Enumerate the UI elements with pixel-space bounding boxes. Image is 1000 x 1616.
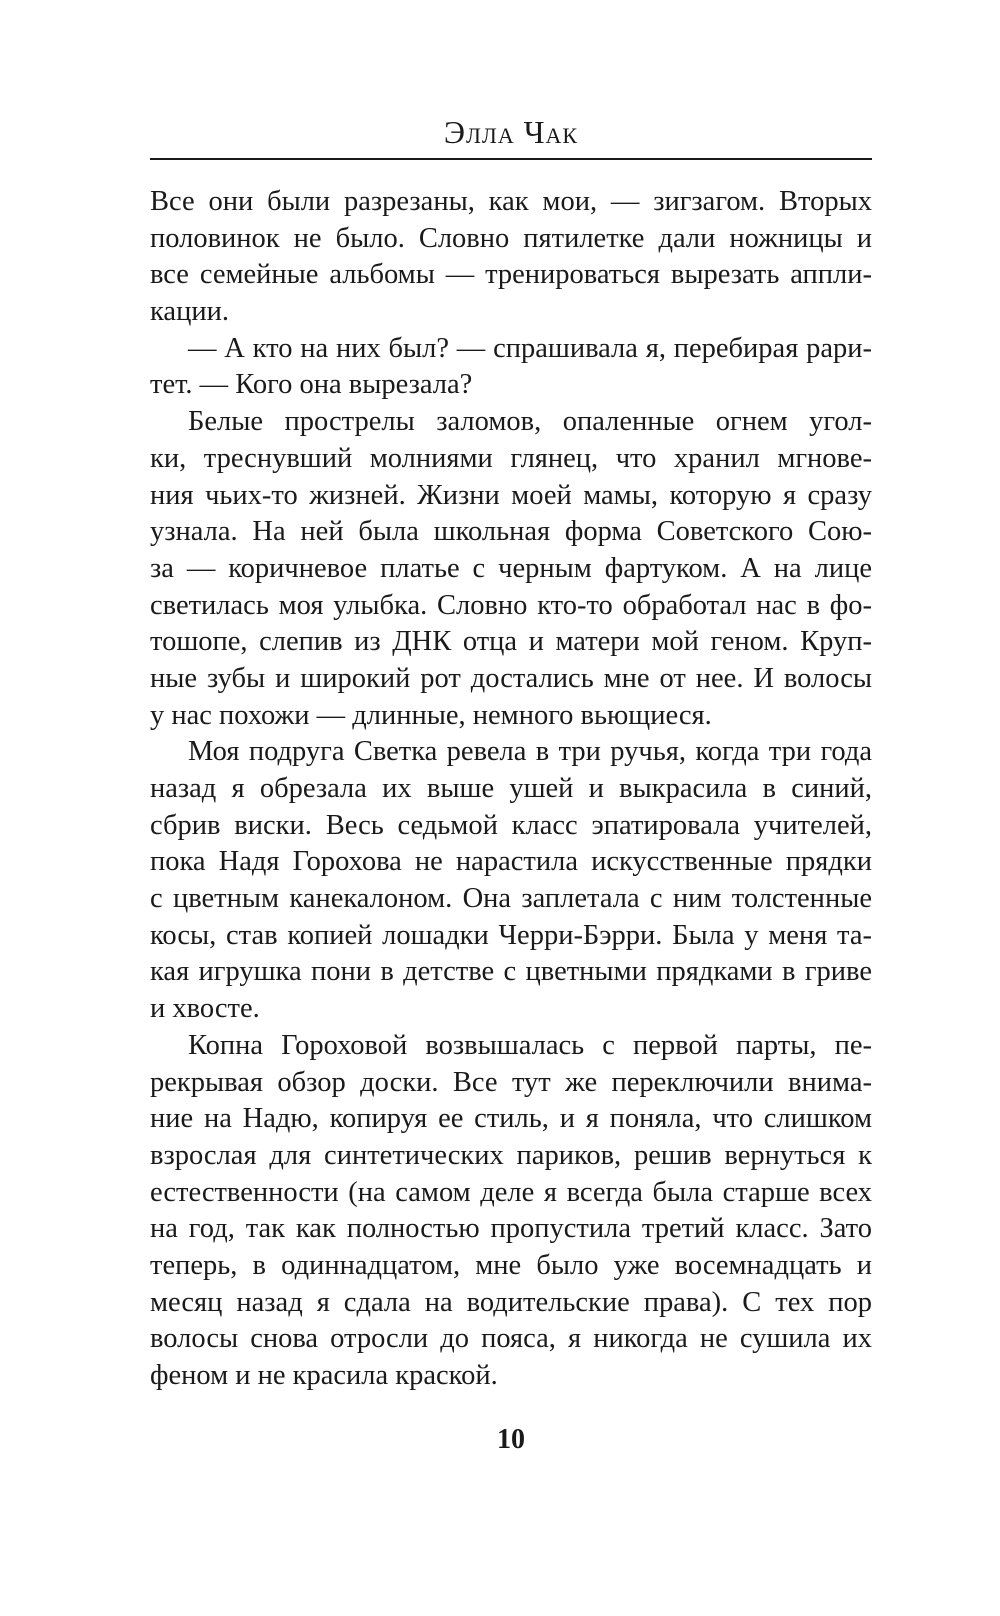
text-line: тошопе, слепив из ДНК отца и матери мой геном. Круп- [150,626,872,658]
text-line: рекрывая обзор доски. Все тут же переключили внима- [150,1066,872,1098]
text-line: естественности (на самом деле я всегда была старше всех [150,1176,872,1208]
text-line: Копна Гороховой возвышалась с первой парты, пе- [188,1029,872,1061]
text-line: кации. [150,296,229,328]
text-line: ние на Надю, копируя ее стиль, и я поняла, что слишком [150,1103,872,1135]
text-line: назад я обрезала их выше ушей и выкрасила в синий, [150,773,872,804]
text-line: кая игрушка пони в детстве с цветными прядками в гриве [150,956,872,988]
text-line: Все они были разрезаны, как мои, — зигзагом. Вторых [150,186,872,217]
body-text [150,184,872,1395]
text-line: половинок не было. Словно пятилетке дали ножницы и [150,222,872,254]
text-line: ния чьих-то жизней. Жизни моей мамы, которую я сразу [150,479,872,511]
text-line: феном и не красила краской. [150,1360,498,1391]
text-line: на год, так как полностью пропустила третий класс. Зато [150,1213,872,1245]
text-line: ки, треснувший молниями глянец, что хранил мгнове- [150,442,872,474]
text-line: месяц назад я сдала на водительские права). С тех пор [150,1286,872,1318]
text-line: светилась моя улыбка. Словно кто-то обработал нас в фо- [150,589,872,621]
running-header-title: Элла Чак [443,114,579,150]
text-line: узнала. На ней была школьная форма Советского Сою- [150,516,872,548]
text-line: сбрив виски. Весь седьмой класс эпатировала учителей, [150,809,872,841]
text-line: ные зубы и широкий рот достались мне от нее. И волосы [150,662,872,694]
text-line: Моя подруга Светка ревела в три ручья, когда три года [188,736,872,768]
text-line: за — коричневое платье с черным фартуком. А на лице [150,552,872,584]
text-line: — А кто на них был? — спрашивала я, перебирая рари- [188,332,872,364]
page-number: 10 [497,1424,525,1455]
text-line: и хвосте. [150,993,260,1025]
header-rule [150,158,872,160]
text-line: волосы снова отросли до пояса, я никогда не сушила их [150,1323,872,1355]
text-line: с цветным канекалоном. Она заплетала с ним толстенные [150,883,872,915]
text-line: косы, став копией лошадки Черри-Бэрри. Была у меня та- [150,919,872,951]
text-line: все семейные альбомы — тренироваться вырезать аппли- [150,259,872,291]
text-line: теперь, в одиннадцатом, мне было уже восемнадцать и [150,1249,872,1281]
text-line: пока Надя Горохова не нарастила искусственные прядки [150,846,872,878]
text-line: тет. — Кого она вырезала? [150,369,473,401]
text-line: взрослая для синтетических париков, решив вернуться к [150,1139,872,1171]
text-line: Белые прострелы заломов, опаленные огнем угол- [188,406,872,438]
text-line: у нас похожи — длинные, немного вьющиеся. [150,699,712,731]
